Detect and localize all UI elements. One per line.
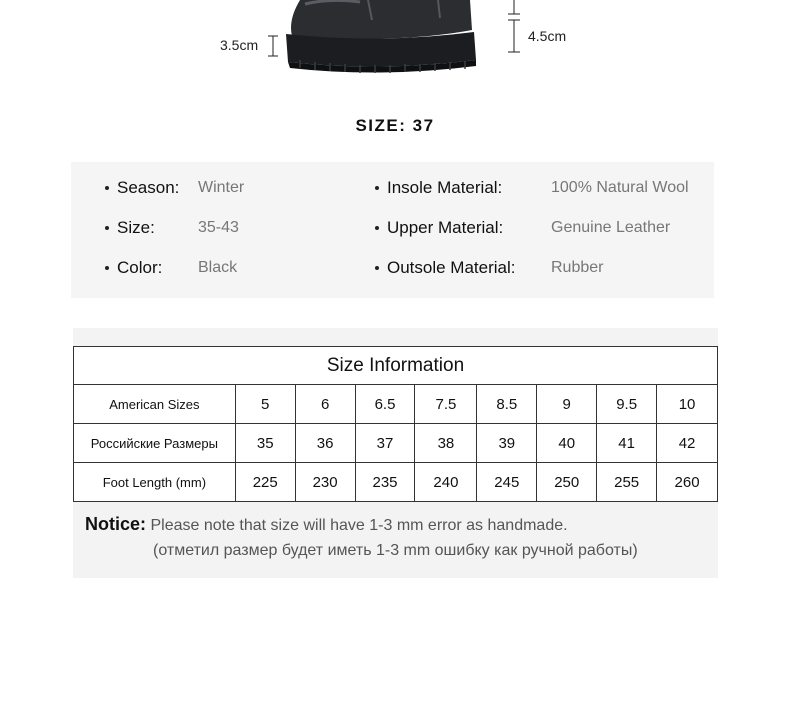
spec-value: 100% Natural Wool (551, 179, 689, 196)
table-cell: 36 (295, 424, 355, 463)
table-cell: 230 (295, 463, 355, 502)
table-cell: 10 (657, 385, 718, 424)
notice-line (85, 514, 568, 535)
table-cell: 41 (597, 424, 657, 463)
notice-text: Please note that size will have 1-3 mm error as handmade. (150, 517, 568, 534)
bullet-icon (375, 186, 379, 190)
table-row (74, 385, 718, 424)
spec-key: Season: (117, 178, 180, 197)
table-cell: 235 (355, 463, 415, 502)
row-label-russian: Российские Размеры (74, 424, 236, 463)
bullet-icon (105, 266, 109, 270)
table-cell: 255 (597, 463, 657, 502)
table-cell: 245 (477, 463, 537, 502)
shoe-illustration (0, 0, 790, 90)
table-cell: 240 (415, 463, 477, 502)
spec-key: Insole Material: (387, 178, 503, 197)
heel-dimension-marker (268, 36, 278, 56)
table-cell: 38 (415, 424, 477, 463)
heel-height-label: 3.5cm (220, 37, 259, 53)
table-cell: 225 (235, 463, 295, 502)
table-cell: 37 (355, 424, 415, 463)
spec-key: Color: (117, 258, 163, 277)
table-cell: 6 (295, 385, 355, 424)
table-cell: 9 (537, 385, 597, 424)
platform-height-label: 4.5cm (528, 28, 567, 44)
notice-text-russian: (отметил размер будет иметь 1-3 mm ошибку как ручной работы) (153, 542, 638, 559)
table-cell: 9.5 (597, 385, 657, 424)
table-cell: 39 (477, 424, 537, 463)
row-label-foot-length: Foot Length (mm) (74, 463, 236, 502)
platform-dimension-marker (508, 0, 520, 52)
bullet-icon (375, 226, 379, 230)
spec-value: 35-43 (198, 219, 239, 236)
bullet-icon (105, 226, 109, 230)
size-table-title: Size Information (74, 347, 718, 385)
row-label-american: American Sizes (74, 385, 236, 424)
product-specs-panel (71, 162, 714, 298)
size-heading: SIZE: 37 (355, 116, 435, 135)
spec-key: Outsole Material: (387, 258, 516, 277)
table-cell: 35 (235, 424, 295, 463)
table-cell: 40 (537, 424, 597, 463)
table-cell: 250 (537, 463, 597, 502)
table-cell: 6.5 (355, 385, 415, 424)
table-cell: 260 (657, 463, 718, 502)
spec-value: Winter (198, 179, 245, 196)
table-row (74, 463, 718, 502)
table-cell: 42 (657, 424, 718, 463)
shoe-product-image (0, 0, 790, 90)
spec-value: Black (198, 259, 238, 276)
spec-key: Size: (117, 218, 155, 237)
bullet-icon (375, 266, 379, 270)
table-cell: 7.5 (415, 385, 477, 424)
size-information-panel (73, 328, 718, 578)
spec-key: Upper Material: (387, 218, 504, 237)
bullet-icon (105, 186, 109, 190)
table-cell: 8.5 (477, 385, 537, 424)
notice-label: Notice: (85, 514, 147, 534)
spec-value: Rubber (551, 259, 604, 276)
size-table (73, 346, 718, 502)
spec-value: Genuine Leather (551, 219, 671, 236)
table-row (74, 424, 718, 463)
table-cell: 5 (235, 385, 295, 424)
